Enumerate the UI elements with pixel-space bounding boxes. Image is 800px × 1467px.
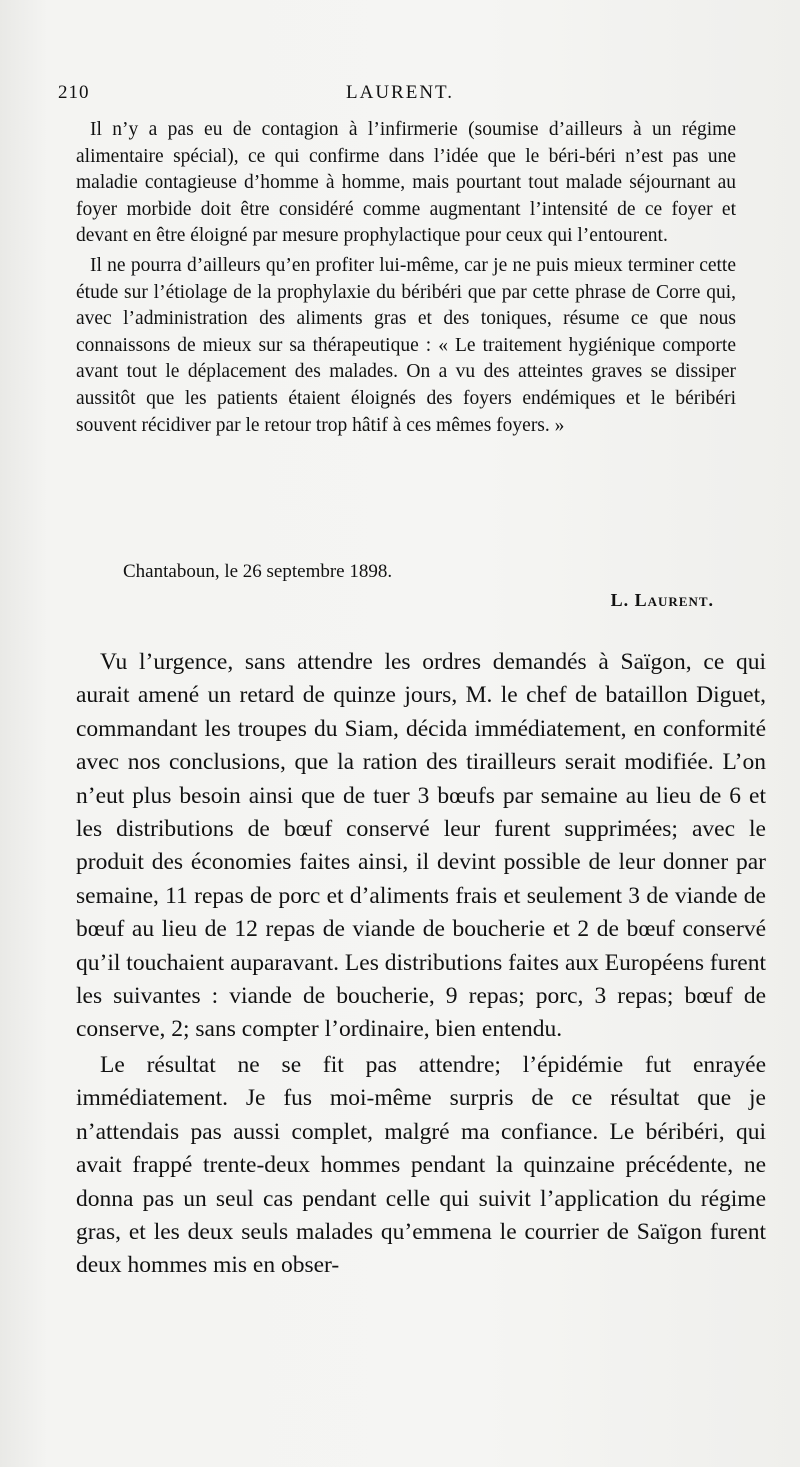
running-head: LAURENT. [346,82,454,103]
signature: L. Laurent. [610,590,714,610]
footnote-block [76,117,736,439]
page-header [58,82,742,112]
body-paragraph: Vu l’urgence, sans attendre les ordres demandés à Saïgon, ce qui aurait amené un retard de quinze jours, M. le chef de bataillon Diguet, commandant les troupes du Siam, décida immédiatement, en conformité avec nos conclusions, que la ration des tirailleurs serait modifiée. L’on n’eut plus besoin ainsi que de tuer 3 bœufs par semaine au lieu de 6 et les distributions de bœuf conservé leur furent supprimées; avec le produit des économies faites ainsi, il devint possible de leur donner par semaine, 11 repas de porc et d’aliments frais et seulement 3 de viande de bœuf au lieu de 12 repas de viande de boucherie et 2 de bœuf conservé qu’il touchaient auparavant. Les distributions faites aux Européens furent les suivantes : viande de boucherie, 9 repas; porc, 3 repas; bœuf de conserve, 2; sans compter l’ordinaire, bien entendu. [76,649,766,1043]
page-number: 210 [58,82,90,103]
body-paragraph: Le résultat ne se fit pas attendre; l’épidémie fut enrayée immédiatement. Je fus moi-même surpris de ce résultat que je n’attendais pas aussi complet, malgré ma confiance. Le béribéri, qui avait frappé trente-deux hommes pendant la quinzaine précédente, ne donna pas un seul cas pendant celle qui suivit l’application du régime gras, et les deux seuls malades qu’emmena le courrier de Saïgon furent deux hommes mis en obser- [76,1051,766,1279]
note-paragraph: Il ne pourra d’ailleurs qu’en profiter lui-même, car je ne puis mieux terminer cette étude sur l’étiolage de la prophylaxie du béribéri que par cette phrase de Corre qui, avec l’administration des aliments gras et des toniques, résume ce que nous connaissons de mieux sur sa thérapeutique : « Le traitement hygiénique comporte avant tout le déplacement des malades. On a vu des atteintes graves se dissiper aussitôt que les patients étaient éloignés des foyers endémiques et le béribéri souvent récidiver par le retour trop hâtif à ces mêmes foyers. » [76,254,736,436]
main-text [76,646,766,1283]
dateline: Chantaboun, le 26 septembre 1898. [123,561,393,582]
note-paragraph: Il n’y a pas eu de contagion à l’infirmerie (soumise d’ailleurs à un régime alimentaire spécial), ce qui confirme dans l’idée que le béri-béri n’est pas une maladie contagieuse d’homme à homme, mais pourtant tout malade séjournant au foyer morbide doit être considéré comme augmentant l’intensité de ce foyer et devant en être éloigné par mesure prophylactique pour ceux qui l’entourent. [76,119,736,247]
